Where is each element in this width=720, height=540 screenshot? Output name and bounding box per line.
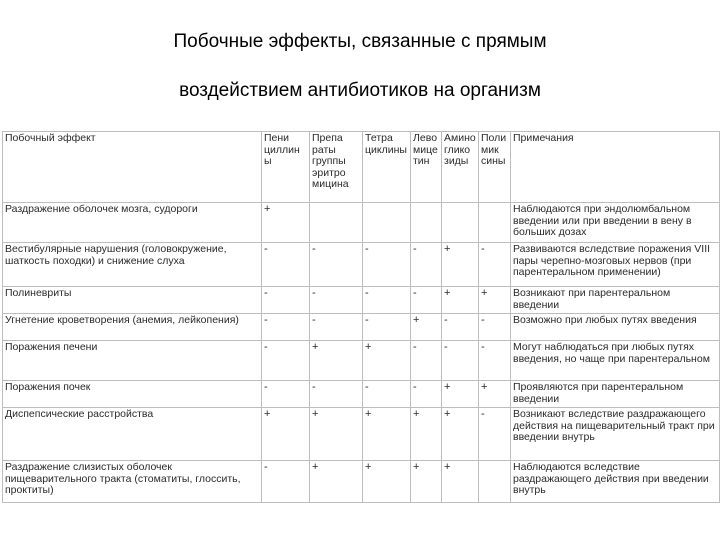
- value-cell: -: [363, 381, 411, 408]
- effect-cell: Диспепсические расстройства: [3, 408, 262, 461]
- note-cell: Могут наблюдаться при любых путях введения, но чаще при парентеральном: [511, 341, 720, 381]
- value-cell: -: [442, 314, 479, 341]
- value-cell: -: [262, 341, 310, 381]
- value-cell: [411, 203, 442, 243]
- table-row: [3, 461, 720, 503]
- value-cell: -: [363, 314, 411, 341]
- note-cell: Развиваются вследствие поражения VIII пары черепно-мозговых нервов (при парентеральном применении): [511, 243, 720, 287]
- value-cell: -: [262, 243, 310, 287]
- value-cell: +: [262, 408, 310, 461]
- value-cell: -: [310, 287, 363, 314]
- header-penicillins: Пени циллины: [262, 132, 310, 203]
- header-side-effect: Побочный эффект: [3, 132, 262, 203]
- value-cell: +: [262, 203, 310, 243]
- header-tetracyclines: Тетра циклины: [363, 132, 411, 203]
- value-cell: [479, 461, 511, 503]
- effect-cell: Поражения почек: [3, 381, 262, 408]
- header-aminoglycosides: Амино глико зиды: [442, 132, 479, 203]
- header-erythromycin-group: Препа раты группы эритро мицина: [310, 132, 363, 203]
- value-cell: +: [310, 341, 363, 381]
- value-cell: -: [363, 243, 411, 287]
- slide-title-line-1: Побочные эффекты, связанные с прямым: [173, 31, 547, 52]
- value-cell: +: [479, 381, 511, 408]
- value-cell: -: [363, 287, 411, 314]
- slide-title-line-2: воздействием антибиотиков на организм: [179, 80, 541, 101]
- value-cell: [479, 203, 511, 243]
- note-cell: Проявляются при парентеральном введении: [511, 381, 720, 408]
- value-cell: -: [479, 408, 511, 461]
- header-levomycetin: Лево мице тин: [411, 132, 442, 203]
- value-cell: +: [411, 461, 442, 503]
- header-notes: Примечания: [511, 132, 720, 203]
- value-cell: -: [442, 341, 479, 381]
- value-cell: +: [310, 408, 363, 461]
- table-row: [3, 408, 720, 461]
- value-cell: +: [310, 461, 363, 503]
- table-row: [3, 381, 720, 408]
- effect-cell: Поражения печени: [3, 341, 262, 381]
- note-cell: Наблюдаются при эндолюмбальном введении или при введении в вену в больших дозах: [511, 203, 720, 243]
- note-cell: Возникают при парентеральном введении: [511, 287, 720, 314]
- value-cell: +: [411, 314, 442, 341]
- table-row: [3, 203, 720, 243]
- header-polymyxins: Поли мик сины: [479, 132, 511, 203]
- value-cell: -: [310, 381, 363, 408]
- value-cell: +: [363, 461, 411, 503]
- value-cell: -: [479, 243, 511, 287]
- value-cell: +: [442, 461, 479, 503]
- note-cell: Наблюдаются вследствие раздражающего действия при введении внутрь: [511, 461, 720, 503]
- effect-cell: Раздражение слизистых оболочек пищеварительного тракта (стоматиты, глоссить, проктиты): [3, 461, 262, 503]
- effect-cell: Угнетение кроветворения (анемия, лейкопения): [3, 314, 262, 341]
- value-cell: +: [411, 408, 442, 461]
- value-cell: -: [479, 341, 511, 381]
- effect-cell: Полиневриты: [3, 287, 262, 314]
- value-cell: -: [411, 243, 442, 287]
- value-cell: -: [411, 381, 442, 408]
- value-cell: +: [442, 243, 479, 287]
- effect-cell: Раздражение оболочек мозга, судороги: [3, 203, 262, 243]
- value-cell: +: [363, 408, 411, 461]
- value-cell: -: [262, 461, 310, 503]
- value-cell: -: [411, 341, 442, 381]
- value-cell: +: [442, 381, 479, 408]
- value-cell: +: [363, 341, 411, 381]
- side-effects-table: [2, 131, 720, 503]
- value-cell: -: [262, 314, 310, 341]
- value-cell: +: [479, 287, 511, 314]
- note-cell: Возможно при любых путях введения: [511, 314, 720, 341]
- value-cell: -: [310, 243, 363, 287]
- value-cell: [310, 203, 363, 243]
- value-cell: [442, 203, 479, 243]
- value-cell: [363, 203, 411, 243]
- note-cell: Возникают вследствие раздражающего действия на пищеварительный тракт при введении внутрь: [511, 408, 720, 461]
- value-cell: +: [442, 287, 479, 314]
- value-cell: -: [262, 381, 310, 408]
- table-row: [3, 314, 720, 341]
- header-row: [3, 132, 720, 203]
- table-row: [3, 287, 720, 314]
- effect-cell: Вестибулярные нарушения (головокружение, шаткость походки) и снижение слуха: [3, 243, 262, 287]
- value-cell: -: [479, 314, 511, 341]
- value-cell: -: [310, 314, 363, 341]
- table-row: [3, 341, 720, 381]
- value-cell: -: [411, 287, 442, 314]
- value-cell: -: [262, 287, 310, 314]
- value-cell: +: [442, 408, 479, 461]
- table-row: [3, 243, 720, 287]
